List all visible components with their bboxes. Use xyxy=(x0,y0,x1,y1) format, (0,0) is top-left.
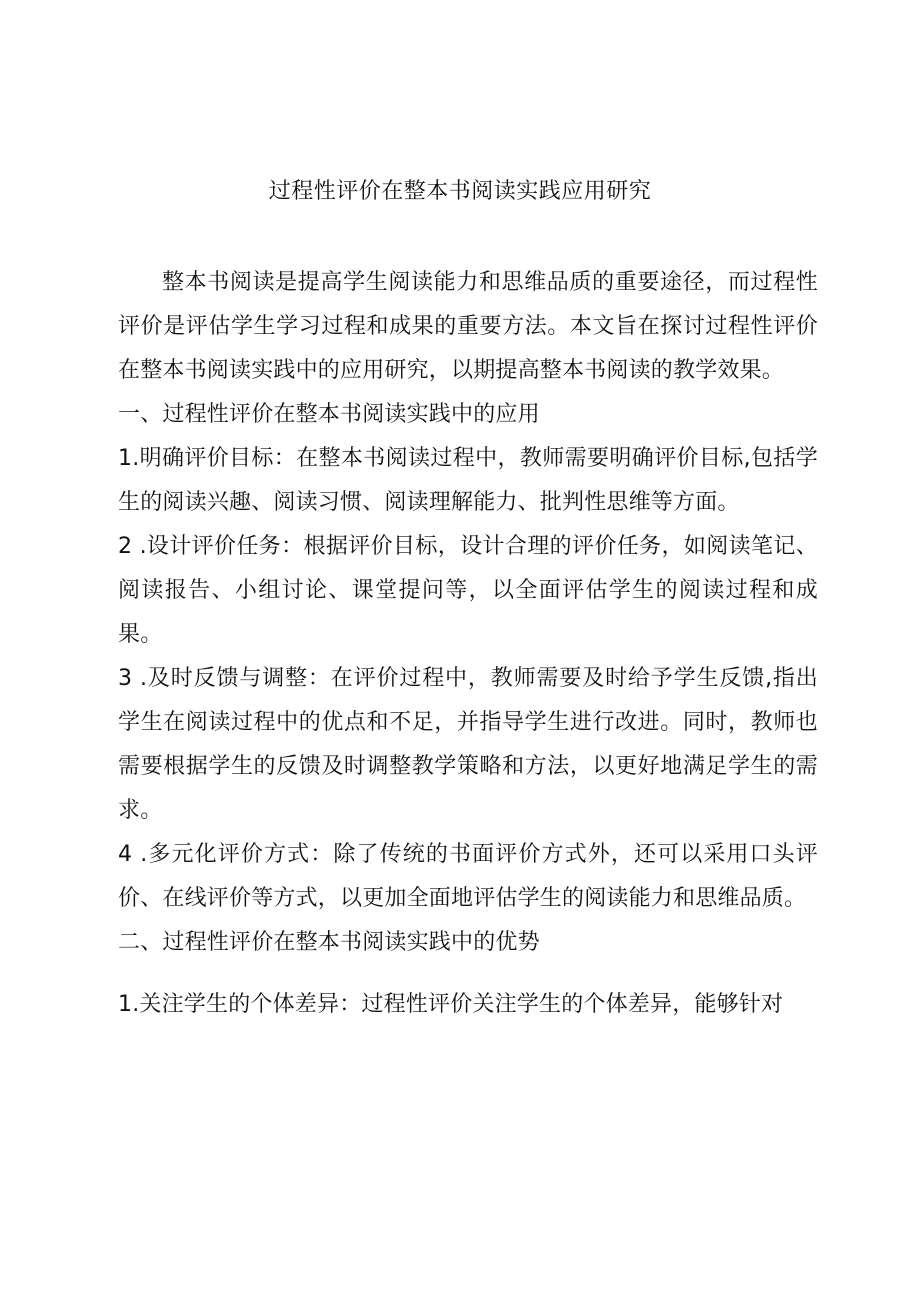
section-gap xyxy=(118,965,818,983)
list-item-1-3: 3 .及时反馈与调整：在评价过程中，教师需要及时给予学生反馈,指出学生在阅读过程中的优点和不足，并指导学生进行改进。同时，教师也需要根据学生的反馈及时调整教学策略和方法，以更好地满足学生的需求。 xyxy=(118,666,818,823)
list-item-2-1: 1.关注学生的个体差异：过程性评价关注学生的个体差异，能够针对 xyxy=(118,992,784,1017)
intro-paragraph: 整本书阅读是提高学生阅读能力和思维品质的重要途径，而过程性评价是评估学生学习过程和成果的重要方法。本文旨在探讨过程性评价在整本书阅读实践中的应用研究，以期提高整本书阅读的教学效果。 xyxy=(118,270,818,383)
document-body xyxy=(118,261,818,1027)
list-item-1-4: 4 .多元化评价方式：除了传统的书面评价方式外，还可以采用口头评价、在线评价等方式，以更加全面地评估学生的阅读能力和思维品质。 xyxy=(118,842,818,911)
section-heading-1: 一、过程性评价在整本书阅读实践中的应用 xyxy=(118,402,540,427)
section-heading-2: 二、过程性评价在整本书阅读实践中的优势 xyxy=(118,930,540,955)
document-title: 过程性评价在整本书阅读实践应用研究 xyxy=(268,179,652,204)
list-item-1-1: 1.明确评价目标：在整本书阅读过程中，教师需要明确评价目标,包括学生的阅读兴趣、阅读习惯、阅读理解能力、批判性思维等方面。 xyxy=(118,446,818,515)
list-item-1-2: 2 .设计评价任务：根据评价目标，设计合理的评价任务，如阅读笔记、阅读报告、小组讨论、课堂提问等，以全面评估学生的阅读过程和成果。 xyxy=(118,534,818,647)
